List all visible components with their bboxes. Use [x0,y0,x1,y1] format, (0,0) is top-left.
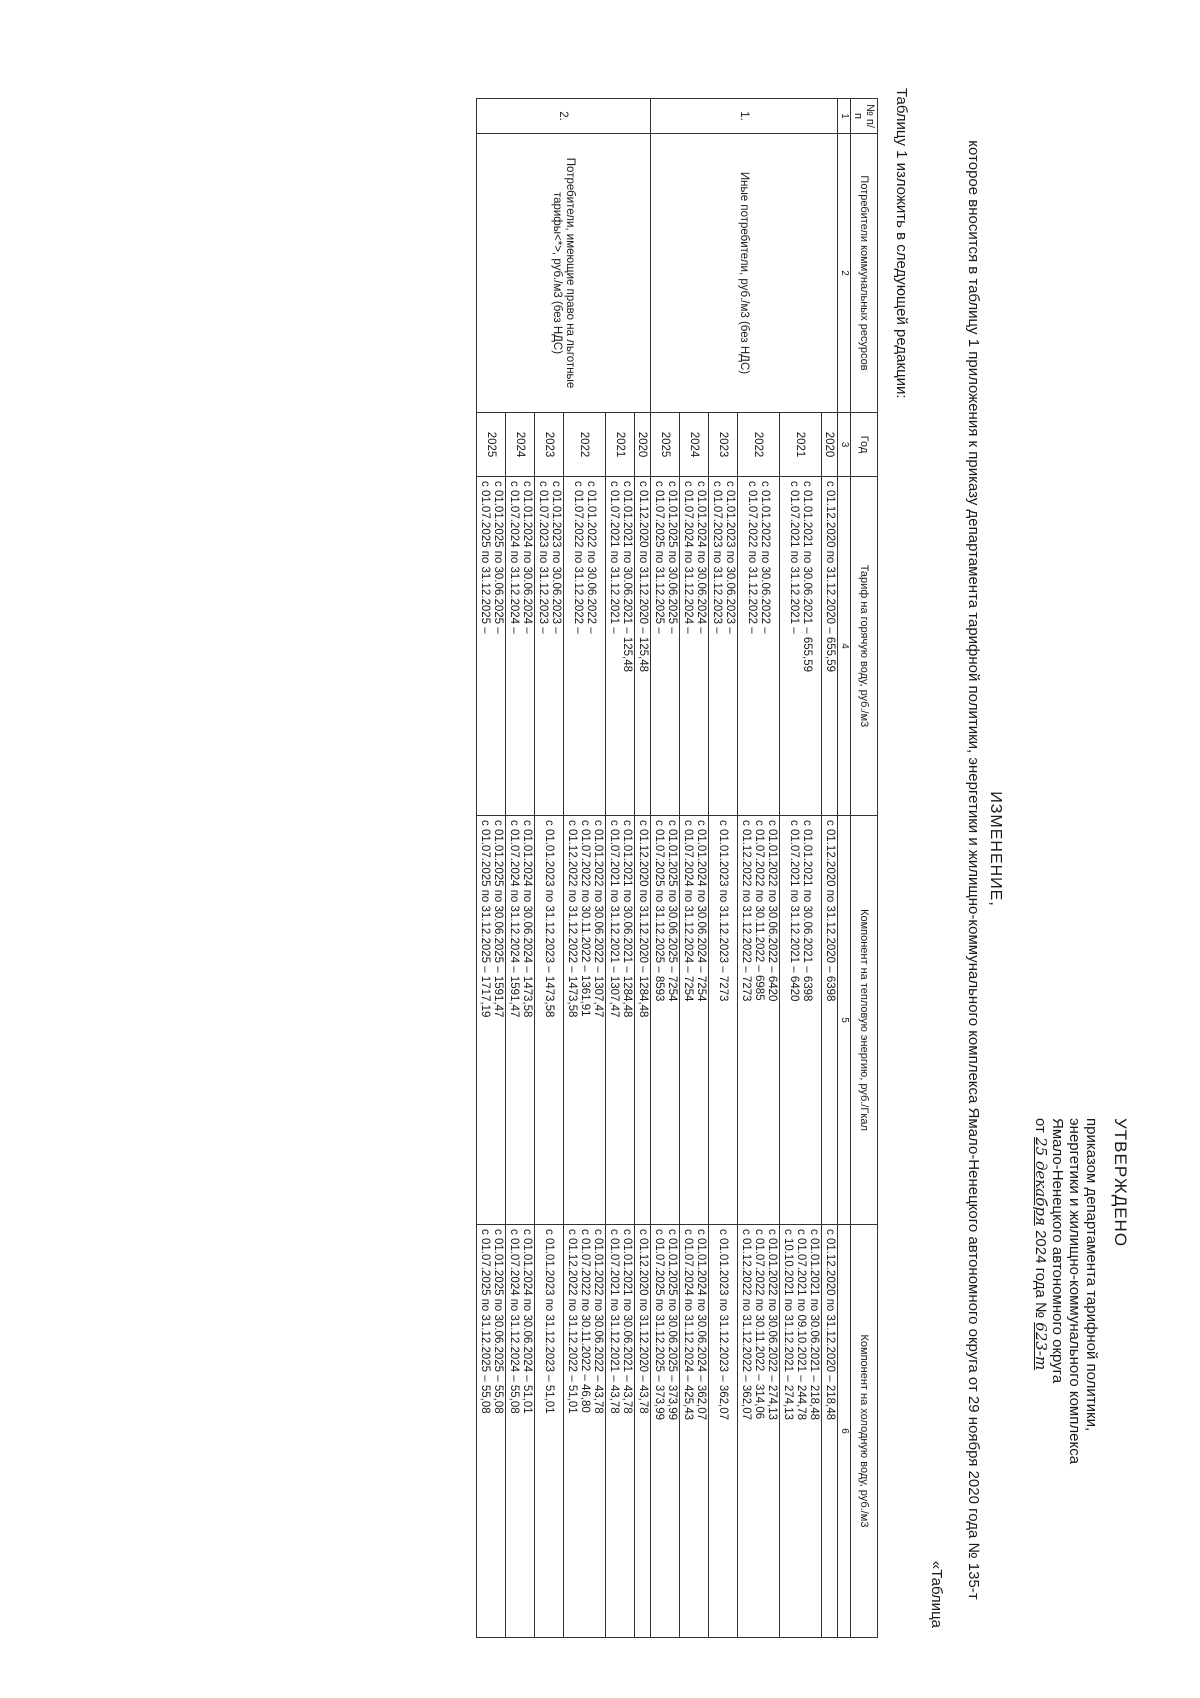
year-cell: 2024 [680,413,709,477]
heat-cell [564,816,606,1225]
heat-period-line: с 01.12.2020 по 31.12.2020 – 1284,48 [637,820,649,1018]
heat-period-line: с 01.07.2022 по 30.11.2022 – 1361,91 [579,820,591,1017]
table-row [635,99,651,1638]
approval-line: приказом департамента тарифной политики, [1083,1118,1100,1432]
date-prefix: от [1032,1118,1049,1133]
heat-period-line: с 01.07.2025 по 31.12.2025 – 8593 [653,820,665,1002]
table-body [477,99,838,1638]
tariff-period-line: с 01.12.2020 по 31.12.2020 – 125,48 [637,481,649,673]
header-number: 5 [838,816,851,1225]
tariff-period-line: с 01.01.2025 по 30.06.2025 – [666,481,678,634]
tariff-period-line: с 01.01.2021 по 30.06.2021 – 655,59 [801,481,814,673]
cold-period-line: с 01.07.2025 по 31.12.2025 – 55,08 [479,1229,491,1414]
heat-period-line: с 01.01.2023 по 31.12.2023 – 1473,58 [543,820,556,1018]
heat-cell [780,816,822,1225]
cold-period-line: с 01.01.2022 по 30.06.2022 – 274,13 [766,1229,778,1421]
instruction-text: Таблицу 1 изложить в следующей редакции: [893,88,910,399]
year-cell: 2021 [606,413,635,477]
approval-line: Ямало-Ненецкого автономного округа [1049,1118,1066,1384]
heat-cell [651,816,680,1225]
approval-heading: УТВЕРЖДЕНО [1111,1118,1130,1248]
tariff-period-line: с 01.07.2021 по 31.12.2021 – [788,481,801,634]
cold-period-line: с 01.01.2025 по 30.06.2025 – 55,08 [492,1229,504,1414]
tariff-period-line: с 01.01.2023 по 30.06.2023 – [550,481,562,634]
year-cell: 2023 [535,413,564,477]
cold-period-line: с 01.01.2023 по 31.12.2023 – 51,01 [543,1229,556,1414]
cold-period-line: с 01.01.2021 по 30.06.2021 – 218,48 [808,1229,820,1421]
heat-period-line: с 01.01.2022 по 30.06.2022 – 1307,47 [592,820,604,1018]
header-cold: Компонент на холодную воду, руб./м3 [851,1225,878,1638]
heat-cell [822,816,838,1225]
cold-period-line: с 01.12.2022 по 31.12.2022 – 51,01 [566,1229,578,1414]
heat-period-line: с 01.01.2022 по 30.06.2022 – 6420 [766,820,778,1002]
approval-date-line [1032,1118,1049,1464]
tariff-period-line: с 01.01.2021 по 30.06.2021 – 125,48 [621,481,633,673]
header-tariff: Тариф на горячую воду, руб./м3 [851,477,878,816]
document-title: ИЗМЕНЕНИЕ, [987,791,1004,907]
cold-cell [780,1225,822,1638]
tariff-cell [564,477,606,816]
header-number: 4 [838,477,851,816]
cold-period-line: с 01.01.2021 по 30.06.2021 – 43,78 [621,1229,633,1414]
cold-period-line: с 01.01.2025 по 30.06.2025 – 373,99 [666,1229,678,1421]
heat-cell [477,816,506,1225]
tariff-period-line: с 01.07.2023 по 31.12.2023 – [537,481,549,634]
tariff-period-line: с 01.07.2024 по 31.12.2024 – [508,481,520,634]
heat-cell [738,816,780,1225]
heat-period-line: с 01.07.2021 по 31.12.2021 – 1307,47 [608,820,620,1018]
heat-period-line: с 01.07.2021 по 31.12.2021 – 6420 [788,820,801,1002]
cold-period-line: с 01.12.2020 по 31.12.2020 – 43,78 [637,1229,649,1414]
cold-period-line: с 01.01.2022 по 30.06.2022 – 43,78 [592,1229,604,1414]
cold-cell [606,1225,635,1638]
table-row [822,99,838,1638]
header-year: Год [851,413,878,477]
heat-period-line: с 01.07.2024 по 31.12.2024 – 1591,47 [508,820,520,1018]
cold-period-line: с 01.07.2022 по 30.11.2022 – 314,06 [753,1229,765,1420]
cold-cell [506,1225,535,1638]
cold-period-line: с 01.01.2024 по 30.06.2024 – 362,07 [695,1229,707,1421]
cold-cell [680,1225,709,1638]
cold-period-line: с 01.07.2021 по 31.12.2021 – 43,78 [608,1229,620,1414]
table-caption: «Таблица [928,1560,945,1628]
heat-period-line: с 01.12.2022 по 31.12.2022 – 7273 [740,820,752,1002]
cold-period-line: с 01.01.2024 по 30.06.2024 – 51,01 [521,1229,533,1414]
tariff-cell [709,477,738,816]
date-suffix: 2024 года № [1032,1230,1049,1319]
tariff-cell [738,477,780,816]
heat-cell [680,816,709,1225]
tariff-period-line: с 01.07.2023 по 31.12.2023 – [711,481,723,634]
heat-period-line: с 01.01.2025 по 30.06.2025 – 7254 [666,820,678,1002]
header-number: 6 [838,1225,851,1638]
heat-period-line: с 01.01.2024 по 30.06.2024 – 1473,58 [521,820,533,1018]
header-number: 1 [838,99,851,134]
heat-period-line: с 01.12.2022 по 31.12.2022 – 1473,58 [566,820,578,1018]
tariff-period-line: с 01.12.2020 по 31.12.2020 – 655,59 [824,481,836,673]
tariff-cell [780,477,822,816]
year-cell: 2021 [780,413,822,477]
header-number: 3 [838,413,851,477]
tariff-period-line: с 01.01.2023 по 30.06.2023 – [724,481,736,634]
heat-period-line: с 01.07.2024 по 31.12.2024 – 7254 [682,820,694,1002]
cold-period-line: с 01.01.2023 по 31.12.2023 – 362,07 [717,1229,730,1421]
year-cell: 2025 [651,413,680,477]
consumer-category: Потребители, имеющие право на льготные тарифы<*>, руб./м3 (без НДС) [477,134,651,413]
consumer-category: Иные потребители, руб./м3 (без НДС) [651,134,838,413]
cold-period-line: с 01.07.2021 по 09.10.2021 – 244,78 [795,1229,807,1421]
heat-period-line: с 01.01.2021 по 30.06.2021 – 6398 [801,820,814,1002]
heat-period-line: с 01.07.2025 по 31.12.2025 – 1717,19 [479,820,491,1018]
year-cell: 2020 [635,413,651,477]
header-consumer: Потребители коммунальных ресурсов [851,134,878,413]
year-cell: 2023 [709,413,738,477]
year-cell: 2022 [738,413,780,477]
heat-cell [635,816,651,1225]
cold-cell [822,1225,838,1638]
cold-period-line: с 01.07.2024 по 31.12.2024 – 55,08 [508,1229,520,1414]
year-cell: 2025 [477,413,506,477]
header-heat: Компонент на тепловую энергию, руб./Гкал [851,816,878,1225]
cold-cell [477,1225,506,1638]
cold-period-line: с 01.07.2022 по 30.11.2022 – 46,80 [579,1229,591,1413]
tariff-cell [506,477,535,816]
heat-cell [606,816,635,1225]
cold-cell [738,1225,780,1638]
cold-cell [635,1225,651,1638]
heat-period-line: с 01.01.2021 по 30.06.2021 – 1284,48 [621,820,633,1018]
year-cell: 2020 [822,413,838,477]
cold-cell [651,1225,680,1638]
table-header-row [851,99,878,1638]
tariff-period-line: с 01.07.2025 по 31.12.2025 – [479,481,491,634]
cold-cell [564,1225,606,1638]
tariff-period-line: с 01.07.2022 по 31.12.2022 – [746,481,759,634]
approval-line: энергетики и жилищно-коммунального комплекса [1066,1118,1083,1465]
tariff-period-line: с 01.01.2024 по 30.06.2024 – [521,481,533,634]
row-number: 2. [477,99,651,134]
tariff-period-line: с 01.01.2024 по 30.06.2024 – [695,481,707,634]
tariff-table [476,98,878,1638]
tariff-period-line: с 01.07.2022 по 31.12.2022 – [572,481,585,634]
handwritten-order-number: 623-т [1032,1322,1050,1371]
heat-period-line: с 01.07.2022 по 30.11.2022 – 6985 [753,820,765,1001]
tariff-period-line: с 01.07.2024 по 31.12.2024 – [682,481,694,634]
cold-cell [535,1225,564,1638]
tariff-period-line: с 01.01.2022 по 30.06.2022 – [585,481,598,634]
heat-period-line: с 01.01.2025 по 30.06.2025 – 1591,47 [492,820,504,1018]
header-num: № п/п [851,99,878,134]
heat-period-line: с 01.01.2023 по 31.12.2023 – 7273 [717,820,730,1002]
header-number: 2 [838,134,851,413]
tariff-cell [822,477,838,816]
tariff-cell [635,477,651,816]
document-subtitle: которое вносится в таблицу 1 приложения к приказу департамента тарифной политики, энергетики и жилищно-коммунального комплекса Ямало-Ненецкого автономного округа от 29 ноября 2020 года № 135-т [965,140,982,1600]
cold-period-line: с 10.10.2021 по 31.12.2021 – 274,13 [782,1229,794,1421]
cold-period-line: с 01.07.2024 по 31.12.2024 – 425,43 [682,1229,694,1421]
heat-cell [709,816,738,1225]
tariff-cell [477,477,506,816]
cold-period-line: с 01.07.2025 по 31.12.2025 – 373,99 [653,1229,665,1421]
heat-cell [506,816,535,1225]
row-number: 1. [651,99,838,134]
tariff-cell [651,477,680,816]
heat-cell [535,816,564,1225]
handwritten-date: 25 декабря [1032,1137,1050,1226]
tariff-period-line: с 01.07.2021 по 31.12.2021 – [608,481,620,634]
approval-block [1032,1118,1100,1464]
year-cell: 2024 [506,413,535,477]
heat-period-line: с 01.01.2024 по 30.06.2024 – 7254 [695,820,707,1002]
heat-period-line: с 01.12.2020 по 31.12.2020 – 6398 [824,820,836,1002]
tariff-cell [535,477,564,816]
table-header-numbers [838,99,851,1638]
cold-period-line: с 01.12.2020 по 31.12.2020 – 218,48 [824,1229,836,1421]
cold-cell [709,1225,738,1638]
tariff-period-line: с 01.01.2025 по 30.06.2025 – [492,481,504,634]
tariff-cell [680,477,709,816]
tariff-cell [606,477,635,816]
year-cell: 2022 [564,413,606,477]
tariff-period-line: с 01.01.2022 по 30.06.2022 – [759,481,772,634]
tariff-period-line: с 01.07.2025 по 31.12.2025 – [653,481,665,634]
cold-period-line: с 01.12.2022 по 31.12.2022 – 362,07 [740,1229,752,1421]
